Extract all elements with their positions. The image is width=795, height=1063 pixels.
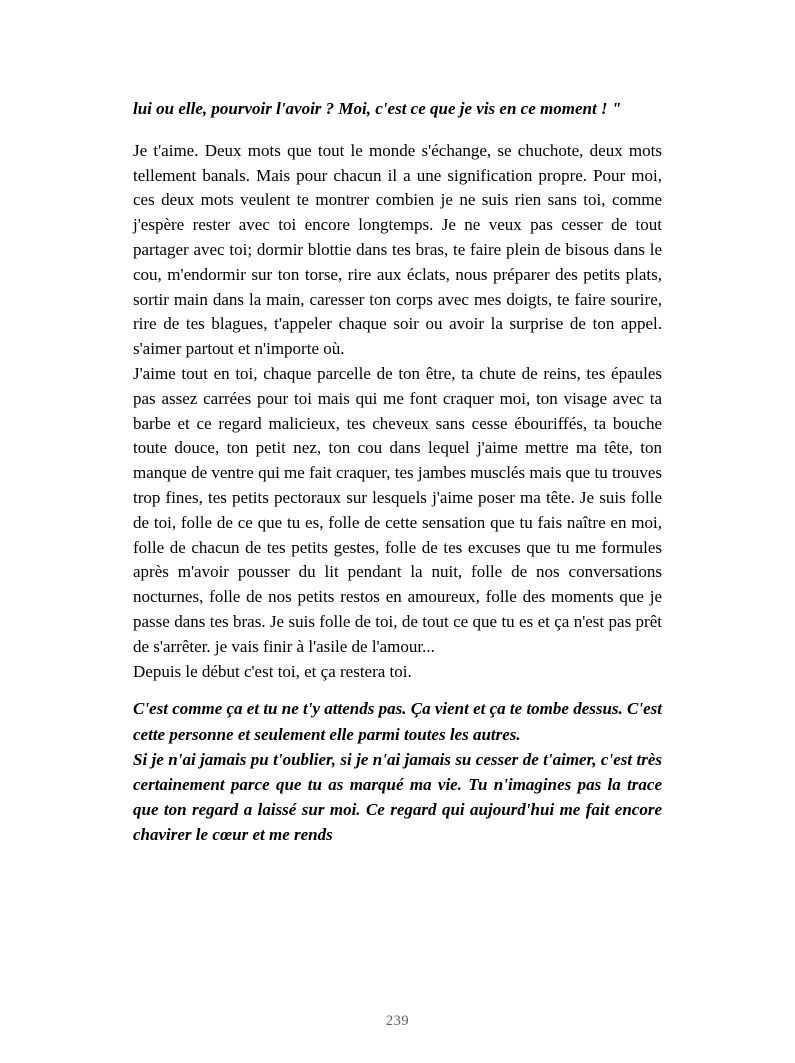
closing-quote-block: [133, 696, 662, 847]
body-paragraph-1: Je t'aime. Deux mots que tout le monde s'échange, se chuchote, deux mots tellement banals. Mais pour chacun il a une signification propre. Pour moi, ces deux mots veulent te montrer combien je ne suis rien sans toi, comme j'espère rester avec toi encore longtemps. Je ne veux pas cesser de tout partager avec toi; dormir blottie dans tes bras, te faire plein de bisous dans le cou, m'endormir sur ton torse, rire aux éclats, nous préparer des petits plats, sortir main dans la main, caresser ton corps avec mes doigts, te faire sourire, rire de tes blagues, t'appeler chaque soir ou avoir la surprise de ton appel. s'aimer partout et n'importe où.: [133, 140, 662, 359]
page-number: 239: [385, 1013, 410, 1029]
body-paragraph-2: J'aime tout en toi, chaque parcelle de ton être, ta chute de reins, tes épaules pas assez carrées pour toi mais qui me font craquer moi, ton visage avec ta barbe et ce regard malicieux, tes cheveux sans cesse ébouriffés, ta bouche toute douce, ton petit nez, ton cou dans lequel j'aime mettre ma tête, ton manque de ventre qui me fait craquer, tes jambes musclés mais que tu trouves trop fines, tes petits pectoraux sur lesquels j'aime poser ma tête. Je suis folle de toi, folle de ce que tu es, folle de cette sensation que tu fais naître en moi, folle de chacun de tes petits gestes, folle de tes excuses que tu me formules après m'avoir pousser du lit pendant la nuit, folle de nos conversations nocturnes, folle de nos petits restos en amoureux, folle des moments que je passe dans tes bras. Je suis folle de toi, de tout ce que tu es et ça n'est pas prêt de s'arrêter. je vais finir à l'asile de l'amour...: [133, 363, 662, 656]
body-paragraph-3: Depuis le début c'est toi, et ça restera toi.: [133, 661, 412, 681]
page-text-column: [133, 97, 662, 848]
closing-quote-paragraph-2: Si je n'ai jamais pu t'oublier, si je n'ai jamais su cesser de t'aimer, c'est très certainement parce que tu as marqué ma vie. Tu n'imagines pas la trace que ton regard a laissé sur moi. Ce regard qui aujourd'hui me fait encore chavirer le cœur et me rends: [133, 749, 662, 845]
closing-quote-paragraph-1: C'est comme ça et tu ne t'y attends pas. Ça vient et ça te tombe dessus. C'est cette personne et seulement elle parmi toutes les autres.: [133, 699, 662, 744]
intro-quote-paragraph: lui ou elle, pourvoir l'avoir ? Moi, c'est ce que je vis en ce moment ! ": [133, 99, 622, 118]
